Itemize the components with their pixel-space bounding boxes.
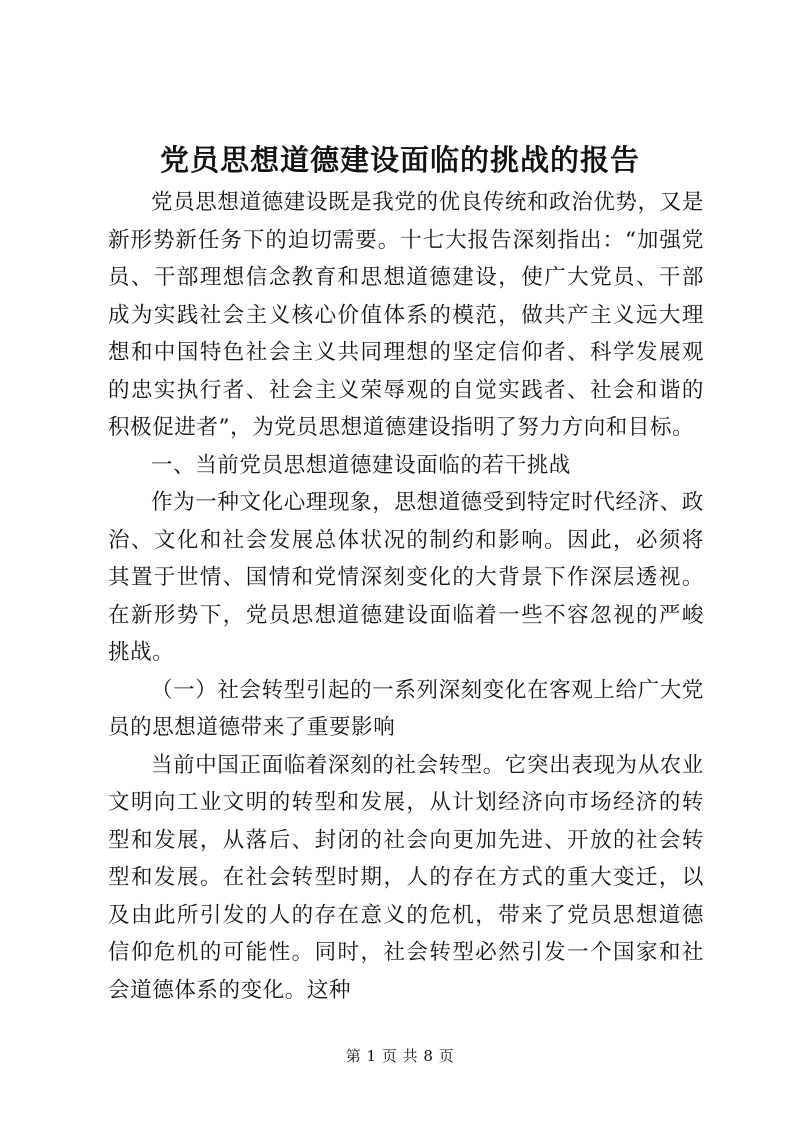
subsection-heading-1: （一）社会转型引起的一系列深刻变化在客观上给广大党员的思想道德带来了重要影响	[108, 677, 704, 740]
document-body	[108, 184, 704, 1009]
section-heading-1: 一、当前党员思想道德建设面临的若干挑战	[151, 452, 571, 478]
paragraph-subsection-1: 当前中国正面临着深刻的社会转型。它突出表现为从农业文明向工业文明的转型和发展，从计划经济向市场经济的转型和发展，从落后、封闭的社会向更加先进、开放的社会转型和发展。在社会转型时期，人的存在方式的重大变迁，以及由此所引发的人的存在意义的危机，带来了党员思想道德信仰危机的可能性。同时，社会转型必然引发一个国家和社会道德体系的变化。这种	[108, 752, 704, 1003]
document-title: 党员思想道德建设面临的挑战的报告	[159, 143, 640, 177]
paragraph-intro: 党员思想道德建设既是我党的优良传统和政治优势，又是新形势新任务下的迫切需要。十七大报告深刻指出：“加强党员、干部理想信念教育和思想道德建设，使广大党员、干部成为实践社会主义核心价值体系的模范，做共产主义远大理想和中国特色社会主义共同理想的坚定信仰者、科学发展观的忠实执行者、社会主义荣辱观的自觉实践者、社会和谐的积极促进者”，为党员思想道德建设指明了努力方向和目标。	[108, 190, 704, 440]
paragraph-section-1: 作为一种文化心理现象，思想道德受到特定时代经济、政治、文化和社会发展总体状况的制约和影响。因此，必须将其置于世情、国情和党情深刻变化的大背景下作深层透视。在新形势下，党员思想道德建设面临着一些不容忽视的严峻挑战。	[108, 490, 704, 665]
page-footer: 第 1 页 共 8 页	[345, 1047, 455, 1065]
